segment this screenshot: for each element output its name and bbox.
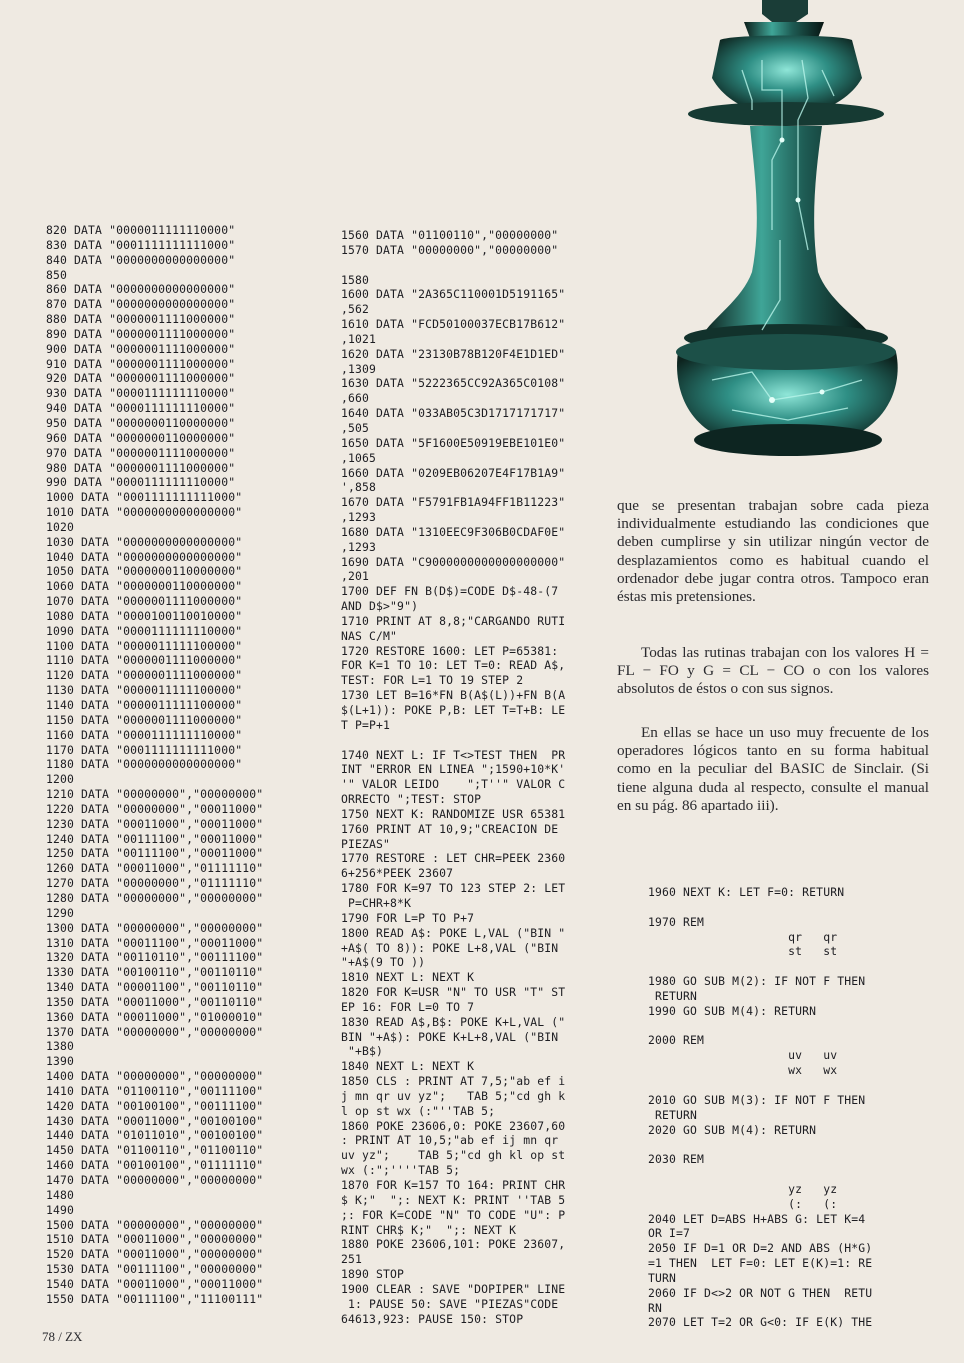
code-line: ,1293 [341, 539, 377, 554]
code-line: P=CHR+8*K [341, 895, 412, 910]
code-line: 1210 DATA "00000000","00000000" [46, 787, 264, 802]
code-line: 830 DATA "0001111111111000" [46, 237, 236, 252]
code-line: 2070 LET T=2 OR G<0: IF E(K) THE [648, 1315, 873, 1330]
code-line: 920 DATA "0000001111000000" [46, 371, 236, 386]
code-line: yz yz [648, 1181, 838, 1196]
code-line: ',858 [341, 480, 377, 495]
code-line: 1630 DATA "5222365CC92A365C0108" [341, 376, 566, 391]
code-line: 1160 DATA "0000111111110000" [46, 727, 243, 742]
code-line: 1880 POKE 23606,101: POKE 23607, [341, 1237, 566, 1252]
code-line: 1570 DATA "00000000","00000000" [341, 242, 559, 257]
basic-listing-middle-column [341, 228, 565, 1326]
code-line: uv yz"; TAB 5;"cd gh kl op st [341, 1148, 566, 1163]
code-line: 870 DATA "0000000000000000" [46, 297, 236, 312]
code-line: st st [648, 944, 838, 959]
code-line: 880 DATA "0000001111000000" [46, 312, 236, 327]
code-line: 960 DATA "0000000110000000" [46, 430, 236, 445]
code-line: 1730 LET B=16*FN B(A$(L))+FN B(A [341, 688, 566, 703]
code-line: 1170 DATA "0001111111111000" [46, 742, 243, 757]
code-line: 1840 NEXT L: NEXT K [341, 1059, 475, 1074]
code-line: 1670 DATA "F5791FB1A94FF1B11223" [341, 495, 566, 510]
code-line: 1740 NEXT L: IF T<>TEST THEN PR [341, 747, 566, 762]
code-line: 1480 [46, 1187, 75, 1202]
code-line: =1 THEN LET F=0: LET E(K)=1: RE [648, 1256, 873, 1271]
code-line: 1490 [46, 1202, 75, 1217]
code-line: 1770 RESTORE : LET CHR=PEEK 2360 [341, 851, 566, 866]
code-line: : PRINT AT 10,5;"ab ef ij mn qr [341, 1133, 559, 1148]
code-line: NAS C/M" [341, 628, 398, 643]
code-line: 1860 POKE 23606,0: POKE 23607,60 [341, 1118, 566, 1133]
code-line: 1750 NEXT K: RANDOMIZE USR 65381 [341, 806, 566, 821]
code-line: j mn qr uv yz"; TAB 5;"cd gh k [341, 1088, 566, 1103]
code-line: 1450 DATA "01100110","01100110" [46, 1143, 264, 1158]
code-line: 1400 DATA "00000000","00000000" [46, 1069, 264, 1084]
code-line: FOR K=1 TO 10: LET T=0: READ A$, [341, 658, 566, 673]
code-line: 1380 [46, 1039, 75, 1054]
code-line: 1180 DATA "0000000000000000" [46, 757, 243, 772]
code-line: 1050 DATA "0000000110000000" [46, 564, 243, 579]
code-line: ,505 [341, 420, 370, 435]
code-line: 980 DATA "0000001111000000" [46, 460, 236, 475]
article-paragraph-2: Todas las rutinas trabajan con los valores H = FL − FO y G = CL − CO o con los valores absolutos de éstos o con sus signos. [617, 644, 929, 698]
code-line: 1700 DEF FN B(D$)=CODE D$-48-(7 [341, 584, 559, 599]
code-line: 1520 DATA "00011000","00000000" [46, 1247, 264, 1262]
code-line: 1970 REM [648, 914, 705, 929]
code-line: 1340 DATA "00001100","00110110" [46, 980, 264, 995]
chess-king-illustration [612, 0, 964, 500]
code-line: 930 DATA "0000111111110000" [46, 386, 236, 401]
code-line: 1310 DATA "00011100","00011000" [46, 935, 264, 950]
code-line: INT "ERROR EN LINEA ";1590+10*K' [341, 762, 566, 777]
code-line: ;: FOR K=CODE "N" TO CODE "U": P [341, 1207, 566, 1222]
code-line: 1250 DATA "00111100","00011000" [46, 846, 264, 861]
code-line: 1240 DATA "00111100","00011000" [46, 831, 264, 846]
code-line: 1470 DATA "00000000","00000000" [46, 1173, 264, 1187]
article-paragraph-3: En ellas se hace un uso muy frecuente de los operadores lógicos tanto en su forma habitual como en la peculiar del BASIC de Sinclair. (Si tiene alguna duda al respecto, consulte el manual en su pág. 86 apartado iii). [617, 724, 929, 814]
code-line: wx wx [648, 1063, 838, 1078]
code-line: 970 DATA "0000001111000000" [46, 445, 236, 460]
code-line: 1720 RESTORE 1600: LET P=65381: [341, 643, 559, 658]
code-line: AND D$>"9") [341, 599, 419, 614]
code-line: TEST: FOR L=1 TO 19 STEP 2 [341, 673, 524, 688]
code-line: 1130 DATA "0000011111100000" [46, 683, 243, 698]
code-line: 840 DATA "0000000000000000" [46, 252, 236, 267]
code-line: ,201 [341, 569, 370, 584]
code-line: 1090 DATA "0000111111110000" [46, 623, 243, 638]
code-line: 1690 DATA "C9000000000000000000" [341, 554, 566, 569]
code-line: 1760 PRINT AT 10,9;"CREACION DE [341, 821, 559, 836]
code-line: 2040 LET D=ABS H+ABS G: LET K=4 [648, 1211, 866, 1226]
code-line: PIEZAS" [341, 836, 391, 851]
code-line: 2030 REM [648, 1152, 705, 1167]
code-line: 1320 DATA "00110110","00111100" [46, 950, 264, 965]
code-line: 1230 DATA "00011000","00011000" [46, 816, 264, 831]
code-line: 1060 DATA "0000000110000000" [46, 579, 243, 594]
code-line: '" VALOR LEIDO ";T''" VALOR C [341, 777, 566, 792]
code-line: ORRECTO ";TEST: STOP [341, 792, 482, 807]
code-line: 890 DATA "0000001111000000" [46, 326, 236, 341]
code-line: 1870 FOR K=157 TO 164: PRINT CHR [341, 1178, 566, 1192]
code-line: RINT CHR$ K;" ";: NEXT K [341, 1222, 517, 1237]
code-line: 1290 [46, 905, 75, 920]
code-line: 1220 DATA "00000000","00011000" [46, 801, 264, 816]
code-line: 1070 DATA "0000001111000000" [46, 594, 243, 609]
code-line: 1100 DATA "0000011111100000" [46, 638, 243, 653]
code-line: TURN [648, 1270, 677, 1285]
code-line: EP 16: FOR L=0 TO 7 [341, 999, 475, 1014]
code-line: 1040 DATA "0000000000000000" [46, 549, 243, 564]
code-line: 1510 DATA "00011000","00000000" [46, 1232, 264, 1247]
code-line: 1410 DATA "01100110","00111100" [46, 1083, 264, 1098]
code-line: 1640 DATA "033AB05C3D1717171717" [341, 406, 566, 421]
code-line: qr qr [648, 929, 838, 944]
code-line: 1550 DATA "00111100","11100111" [46, 1291, 264, 1306]
code-line: 850 [46, 267, 68, 282]
code-line: 1080 DATA "0000100110010000" [46, 608, 243, 623]
code-line: 1300 DATA "00000000","00000000" [46, 920, 264, 935]
code-line: wx (:";''''TAB 5; [341, 1163, 461, 1178]
code-line: 1360 DATA "00011000","01000010" [46, 1009, 264, 1024]
code-line: 1420 DATA "00100100","00111100" [46, 1098, 264, 1113]
code-line: (: (: [648, 1196, 838, 1211]
code-line: 1260 DATA "00011000","01111110" [46, 861, 264, 876]
code-line: 1810 NEXT L: NEXT K [341, 970, 475, 985]
code-line: 1440 DATA "01011010","00100100" [46, 1128, 264, 1143]
code-line: 1330 DATA "00100110","00110110" [46, 965, 264, 980]
code-line: 860 DATA "0000000000000000" [46, 282, 236, 297]
code-line: ,660 [341, 391, 370, 406]
code-line: 1850 CLS : PRINT AT 7,5;"ab ef i [341, 1074, 566, 1089]
code-line: RETURN [648, 1107, 698, 1122]
code-line: OR I=7 [648, 1226, 691, 1241]
article-paragraph-1: que se presentan trabajan sobre cada pieza individualmente estudiando las condiciones que deben cumplirse y sin utilizar ningún vector de desplazamientos como es habitual cuando el ordenador debe jugar contra otros. Tampoco eran éstas mis pretensiones. [617, 497, 929, 606]
code-line: 910 DATA "0000001111000000" [46, 356, 236, 371]
code-line: 1140 DATA "0000011111100000" [46, 698, 243, 712]
code-line: 1610 DATA "FCD50100037ECB17B612" [341, 317, 566, 332]
code-line: 2000 REM [648, 1033, 705, 1048]
code-line: 2060 IF D<>2 OR NOT G THEN RETU [648, 1285, 873, 1300]
code-line: "+A$(9 TO )) [341, 955, 426, 970]
code-line: 1: PAUSE 50: SAVE "PIEZAS"CODE [341, 1296, 559, 1311]
code-line: 1270 DATA "00000000","01111110" [46, 876, 264, 891]
code-line: 1430 DATA "00011000","00100100" [46, 1113, 264, 1128]
code-line: 1370 DATA "00000000","00000000" [46, 1024, 264, 1039]
code-line: 64613,923: PAUSE 150: STOP [341, 1311, 524, 1326]
code-line: RN [648, 1300, 663, 1315]
code-line: ,562 [341, 302, 370, 317]
code-line: 1820 FOR K=USR "N" TO USR "T" ST [341, 985, 566, 1000]
code-line: 1600 DATA "2A365C110001D5191165" [341, 287, 566, 302]
code-line: "+B$) [341, 1044, 384, 1059]
code-line: 1650 DATA "5F1600E50919EBE101E0" [341, 435, 566, 450]
code-line: RETURN [648, 988, 698, 1003]
code-line: 1280 DATA "00000000","00000000" [46, 890, 264, 905]
code-line: 900 DATA "0000001111000000" [46, 341, 236, 356]
code-line: T P=P+1 [341, 717, 391, 732]
code-line: 1830 READ A$,B$: POKE K+L,VAL (" [341, 1014, 566, 1029]
code-line: 251 [341, 1252, 363, 1267]
code-line: 1120 DATA "0000001111000000" [46, 668, 243, 683]
basic-listing-right-column [648, 885, 872, 1330]
code-line: 1530 DATA "00111100","00000000" [46, 1262, 264, 1277]
code-line: 1990 GO SUB M(4): RETURN [648, 1003, 817, 1018]
code-line: +A$( TO 8)): POKE L+8,VAL ("BIN [341, 940, 559, 955]
code-line: 6+256*PEEK 23607 [341, 866, 454, 881]
code-line: 1900 CLEAR : SAVE "DOPIPER" LINE [341, 1281, 566, 1296]
code-line: 1030 DATA "0000000000000000" [46, 534, 243, 549]
code-line: 1680 DATA "1310EEC9F306B0CDAF0E" [341, 524, 566, 539]
code-line: BIN "+A$): POKE K+L+8,VAL ("BIN [341, 1029, 559, 1044]
code-line: 1800 READ A$: POKE L,VAL ("BIN " [341, 925, 566, 940]
code-line: 1710 PRINT AT 8,8;"CARGANDO RUTI [341, 613, 566, 628]
code-line: 1790 FOR L=P TO P+7 [341, 910, 475, 925]
code-line: 820 DATA "0000011111110000" [46, 223, 236, 237]
page-folio: 78 / ZX [42, 1329, 83, 1344]
code-line: 2020 GO SUB M(4): RETURN [648, 1122, 817, 1137]
code-line: 1960 NEXT K: LET F=0: RETURN [648, 885, 845, 899]
code-line: 2050 IF D=1 OR D=2 AND ABS (H*G) [648, 1241, 873, 1256]
code-line: 1460 DATA "00100100","01111110" [46, 1158, 264, 1173]
code-line: 1200 [46, 772, 75, 787]
code-line: 2010 GO SUB M(3): IF NOT F THEN [648, 1092, 866, 1107]
code-line: 1500 DATA "00000000","00000000" [46, 1217, 264, 1232]
code-line: 1660 DATA "0209EB06207E4F17B1A9" [341, 465, 566, 480]
code-line: 990 DATA "0000111111110000" [46, 475, 236, 490]
code-line: $ K;" ";: NEXT K: PRINT ''TAB 5 [341, 1192, 566, 1207]
code-line: 1390 [46, 1054, 75, 1069]
code-line: 1150 DATA "0000001111000000" [46, 712, 243, 727]
code-line: 1350 DATA "00011000","00110110" [46, 994, 264, 1009]
code-line: 1580 [341, 272, 370, 287]
code-line: 1780 FOR K=97 TO 123 STEP 2: LET [341, 881, 566, 896]
code-line: ,1021 [341, 331, 377, 346]
code-line: 1110 DATA "0000001111000000" [46, 653, 243, 668]
code-line: 1540 DATA "00011000","00011000" [46, 1276, 264, 1291]
code-line: ,1309 [341, 361, 377, 376]
code-line: 1010 DATA "0000000000000000" [46, 505, 243, 520]
code-line: ,1293 [341, 510, 377, 525]
code-line: 1000 DATA "0001111111111000" [46, 490, 243, 505]
code-line: l op st wx (:"''TAB 5; [341, 1103, 496, 1118]
code-line: $(L+1)): POKE P,B: LET T=T+B: LE [341, 703, 566, 717]
code-line: 1890 STOP [341, 1267, 405, 1282]
code-line: 940 DATA "0000111111110000" [46, 401, 236, 416]
code-line: 1560 DATA "01100110","00000000" [341, 228, 559, 242]
code-line: uv uv [648, 1048, 838, 1063]
code-line: 950 DATA "0000000110000000" [46, 415, 236, 430]
code-line: 1020 [46, 519, 75, 534]
basic-listing-left-column [46, 223, 263, 1307]
code-line: ,1065 [341, 450, 377, 465]
code-line: 1620 DATA "23130B78B120F4E1D1ED" [341, 346, 566, 361]
code-line: 1980 GO SUB M(2): IF NOT F THEN [648, 974, 866, 989]
